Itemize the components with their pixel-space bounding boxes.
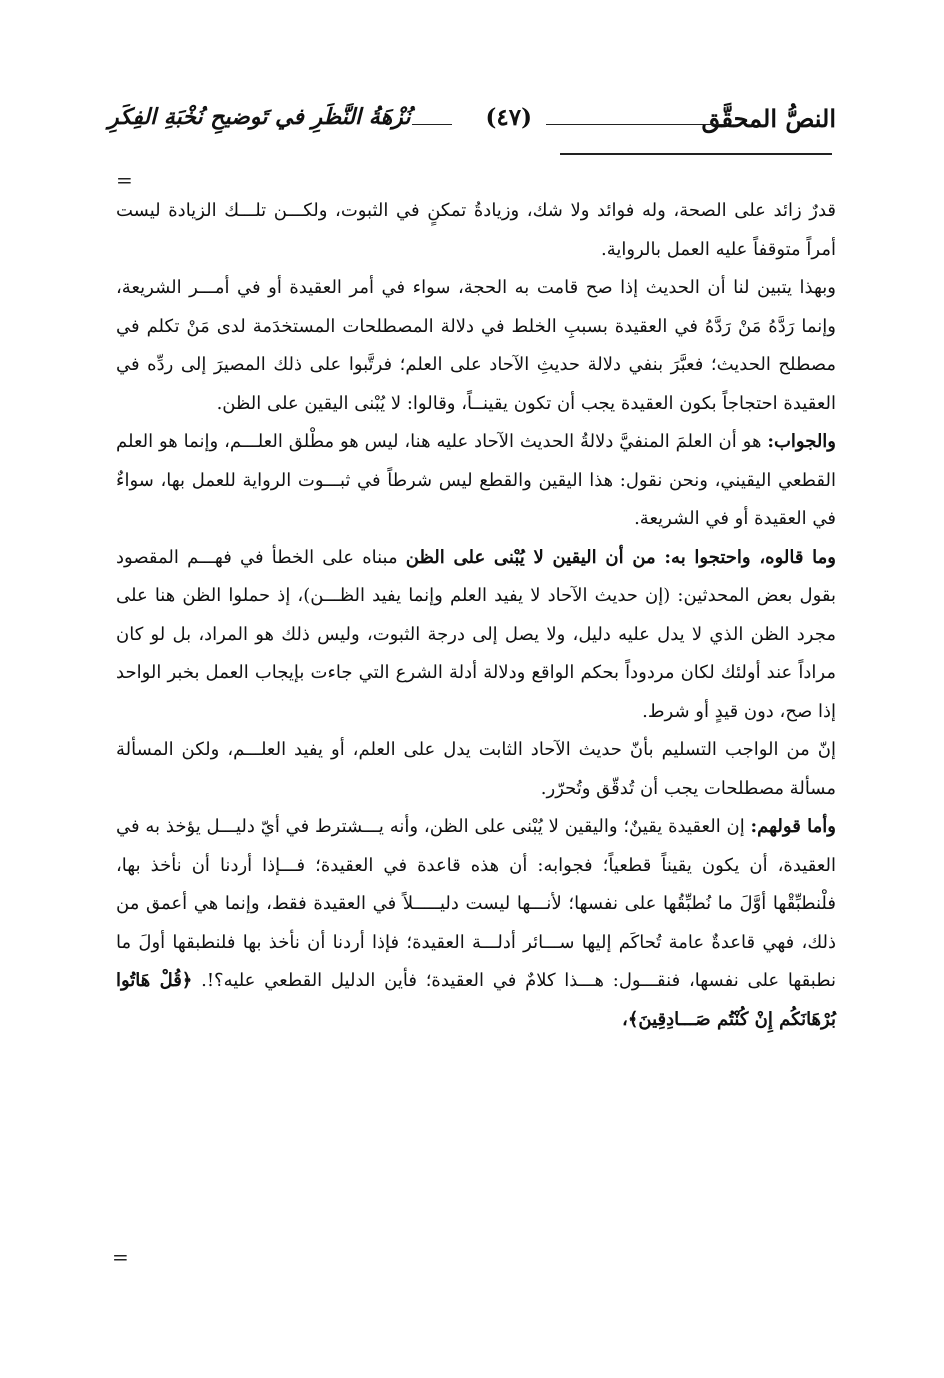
paragraph: [116, 423, 836, 539]
paragraph-text: هو أن العلمَ المنفيَّ دلالةُ الحديث الآحاد عليه هنا، ليس هو مطْلق العلـــم، وإنما هو العلم القطعي اليقيني، ونحن نقول: هذا اليقين والقطع ليس شرطاً في ثبـــوت الرواية للعمل بها، سواءٌ في العقيدة أو في الشريعة.: [116, 431, 836, 529]
paragraph: [116, 192, 836, 269]
paragraph: [116, 808, 836, 1039]
paragraph-lead: وأما قولهم:: [750, 816, 836, 837]
paragraph-text: قدرٌ زائد على الصحة، وله فوائد ولا شك، وزيادةُ تمكنٍ في الثبوت، ولكـــن تلـــك الزيادة ليست أمراً متوقفاً عليه العمل بالرواية.: [116, 200, 836, 260]
paragraph: [116, 731, 836, 808]
paragraph: [116, 539, 836, 732]
header-rule: [560, 153, 832, 155]
page-number: (٤٧): [485, 104, 532, 131]
paragraph-lead: وما قالوه، واحتجوا به: من أن اليقين لا يُبْنى على الظن: [405, 546, 836, 568]
running-header: [108, 96, 836, 144]
paragraph-text: إنّ من الواجب التسليم بأنّ حديث الآحاد الثابت يدل على العلم، أو يفيد العلـــم، ولكن المسألة مسألة مصطلحات يجب أن تُدقّق وتُحرّر.: [116, 739, 836, 799]
paragraph: [116, 269, 836, 423]
paragraph-text: إن العقيدة يقينٌ؛ واليقين لا يُبْنى على الظن، وأنه يـــشترط في أيّ دليـــل يؤخذ به في العقيدة، أن يكون يقيناً قطعياً؛ فجوابه: أن هذه قاعدة في العقيدة؛ فـــإذا أردنا أن نأخذ بها، فلْنطبِّقْها أوَّلَ ما نُطبِّقُها على نفسها؛ لأنـــها ليست دليـــــلاً في العقيدة فقط، وإنما هي أعمق من ذلك، فهي قاعدةٌ عامة تُحاكَم إليها ســـائر أدلـــة العقيدة؛ فإذا أردنا أن نأخذ بها فلنطبقها أولَ ما نطبقها على نفسها، فنقـــول: هـــذا كلامٌ في العقيدة؛ فأين الدليل القطعي عليه؟!.: [116, 816, 836, 991]
paragraph-text: وبهذا يتبين لنا أن الحديث إذا صح قامت به الحجة، سواء في أمر العقيدة أو في أمـــر الشريعة، وإنما رَدَّهُ مَنْ رَدَّهُ في العقيدة بسببِ الخلط في دلالة المصطلحات المستخدَمة لدى مَنْ تكلم في مصطلح الحديث؛ فعبَّرَ بنفي دلالة حديثِ الآحاد على العلم؛ فرتَّبوا على ذلك المصيرَ إلى ردِّه في العقيدة احتجاجاً بكون العقيدة يجب أن تكون يقينــاً، وقالوا: لا يُبْنى اليقين على الظن.: [116, 277, 836, 414]
quran-verse: ﴿قُلْ هَاتُوا بُرْهَانَكُم إِنْ كُنْتُم صَـــادِقِينَ﴾،: [116, 970, 836, 1030]
continuation-mark-top: =: [116, 168, 133, 192]
paragraph-lead: والجواب:: [767, 431, 836, 452]
book-title: نُزْهَةُ النَّظَرِ في تَوضيحِ نُخْبَةِ الفِكَرِ: [108, 104, 411, 130]
paragraph-text: مبناه على الخطأ في فهـــم المقصود بقول بعض المحدثين: (إن حديث الآحاد لا يفيد العلم وإنما يفيد الظـــن)، إذ حملوا الظن هنا على مجرد الظن الذي لا يدل عليه دليل، ولا يصل إلى درجة الثبوت، وليس ذلك هو المراد، بل لو كان مراداً عند أولئك لكان مردوداً بحكم الواقع ودلالة أدلة الشرع التي جاءت بإيجاب العمل بخبر الواحد إذا صح، دون قيدٍ أو شرط.: [116, 546, 836, 722]
main-text: [116, 192, 836, 1039]
continuation-mark-bottom: =: [112, 1245, 129, 1269]
section-title: النصُّ المحقَّق: [701, 104, 836, 133]
header-dash-line: [546, 124, 728, 125]
header-dash-line: [412, 124, 452, 125]
